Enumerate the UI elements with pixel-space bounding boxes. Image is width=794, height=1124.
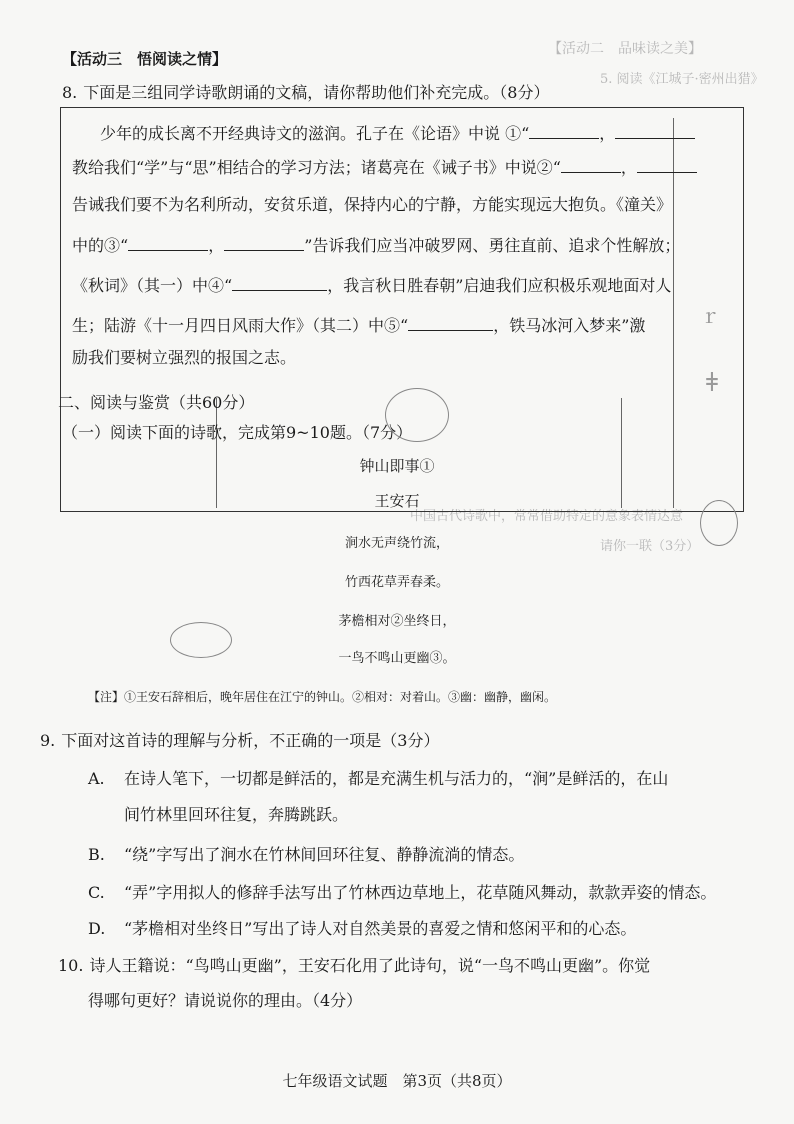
poem-note: 【注】①王安石辞相后，晚年居住在江宁的钟山。②相对：对着山。③幽：幽静，幽闲。	[88, 690, 557, 704]
q8-line-2: 教给我们“学”与“思”相结合的学习方法；诸葛亮在《诫子书》中说②“ ，	[72, 158, 697, 176]
option-letter: C.	[88, 883, 105, 902]
poem-line-4: 一鸟不鸣山更幽③。	[338, 651, 456, 666]
q8-text-8: 生；陆游《十一月四日风雨大作》（其二）中⑤“	[72, 316, 409, 335]
q10-line-1	[58, 953, 650, 976]
q8-text-5: ”告诉我们应当冲破罗网、勇往直前、追求个性解放；	[304, 236, 681, 255]
q8-text-1: 少年的成长离不开经典诗文的滋润。孔子在《论语》中说 ①“	[100, 124, 530, 143]
blank-2b[interactable]	[637, 158, 697, 173]
q9-number: 9.	[40, 731, 56, 750]
poem-title: 钟山即事①	[359, 457, 435, 475]
q8-text-4: 中的③“	[72, 236, 129, 255]
blank-1a[interactable]	[529, 124, 599, 139]
pencil-mark-2: ǂ	[706, 368, 718, 398]
bleed-text-right-3: 请你一联（3分）	[600, 539, 700, 554]
blank-5[interactable]	[408, 316, 493, 331]
q8-number: 8.	[62, 83, 78, 102]
blank-3b[interactable]	[224, 236, 304, 251]
q8-text-2: 教给我们“学”与“思”相结合的学习方法；诸葛亮在《诫子书》中说②“	[72, 158, 561, 177]
poem-line-3: 茅檐相对②坐终日，	[338, 614, 456, 629]
q8-prompt: 下面是三组同学诗歌朗诵的文稿，请你帮助他们补充完成。（8分）	[83, 83, 550, 102]
q8-text-6: 《秋词》（其一）中④“	[72, 276, 233, 295]
bleed-text-right-2: 中国古代诗歌中，常常借助特定的意象表情达意	[410, 509, 684, 524]
bleed-text-top-right: 【活动二 品味读之美】	[548, 41, 702, 57]
q8-line-4: 中的③“ ， ”告诉我们应当冲破罗网、勇往直前、追求个性解放；	[72, 236, 681, 255]
blank-1b[interactable]	[615, 124, 695, 139]
q10-text-1: 诗人王籍说：“鸟鸣山更幽”，王安石化用了此诗句，说“一鸟不鸣山更幽”。你觉	[89, 956, 651, 975]
poem-line-1: 涧水无声绕竹流，	[344, 536, 449, 551]
option-text: 在诗人笔下，一切都是鲜活的，都是充满生机与活力的，“涧”是鲜活的，在山	[124, 769, 669, 788]
pencil-circle-1	[385, 388, 449, 442]
pencil-mark-1: ｒ	[700, 304, 720, 328]
box-divider-far-right	[673, 118, 674, 508]
q9-option-b[interactable]	[88, 842, 524, 865]
q9-option-a[interactable]	[88, 766, 668, 789]
q10-line-2: 得哪句更好？请说说你的理由。（4分）	[88, 991, 363, 1010]
option-text: 间竹林里回环往复，奔腾跳跃。	[124, 805, 349, 824]
option-text: “绕”字写出了涧水在竹林间回环往复、静静流淌的情态。	[124, 845, 525, 864]
activity-title: 【活动三 悟阅读之情】	[62, 50, 228, 68]
poem-author: 王安石	[374, 492, 420, 510]
q8-line-3	[72, 197, 672, 213]
q8-line-6	[72, 316, 645, 334]
blank-3a[interactable]	[128, 236, 208, 251]
option-text: “茅檐相对坐终日”写出了诗人对自然美景的喜爱之情和悠闲平和的心态。	[124, 919, 637, 938]
page-footer: 七年级语文试题 第3页（共8页）	[282, 1072, 512, 1090]
q8-prompt-line	[62, 80, 549, 103]
section2-title: 二、阅读与鉴赏（共60分）	[58, 393, 255, 412]
blank-2a[interactable]	[561, 158, 621, 173]
q8-text-7: ，我言秋日胜春朝”启迪我们应积极乐观地面对人	[327, 276, 672, 295]
option-letter: B.	[88, 845, 105, 864]
q10-number: 10.	[58, 956, 84, 975]
q8-line-5	[72, 276, 671, 294]
q9-option-a-cont	[88, 802, 348, 825]
option-letter: D.	[88, 919, 106, 938]
q8-text-3: 告诫我们要不为名利所动，安贫乐道，保持内心的宁静，方能实现远大抱负。《潼关》	[72, 195, 673, 214]
q9-prompt-line	[40, 728, 439, 751]
poem-line-2: 竹西花草弄春柔。	[344, 575, 449, 590]
q8-line-7	[72, 350, 296, 366]
q9-option-c[interactable]	[88, 880, 716, 903]
bleed-text-right-1: 5. 阅读《江城子·密州出猎》	[600, 72, 764, 87]
blank-4[interactable]	[232, 276, 327, 291]
option-letter: A.	[88, 769, 105, 788]
option-text: “弄”字用拟人的修辞手法写出了竹林西边草地上，花草随风舞动，款款弄姿的情态。	[124, 883, 717, 902]
q9-prompt: 下面对这首诗的理解与分析，不正确的一项是（3分）	[61, 731, 440, 750]
q8-line-1: 少年的成长离不开经典诗文的滋润。孔子在《论语》中说 ①“ ，	[100, 124, 695, 142]
q8-text-10: 励我们要树立强烈的报国之志。	[72, 348, 297, 367]
section2-sub: （一）阅读下面的诗歌，完成第9~10题。（7分）	[62, 423, 413, 442]
q9-option-d[interactable]	[88, 916, 636, 939]
q8-text-9: ，铁马冰河入梦来”激	[493, 316, 646, 335]
